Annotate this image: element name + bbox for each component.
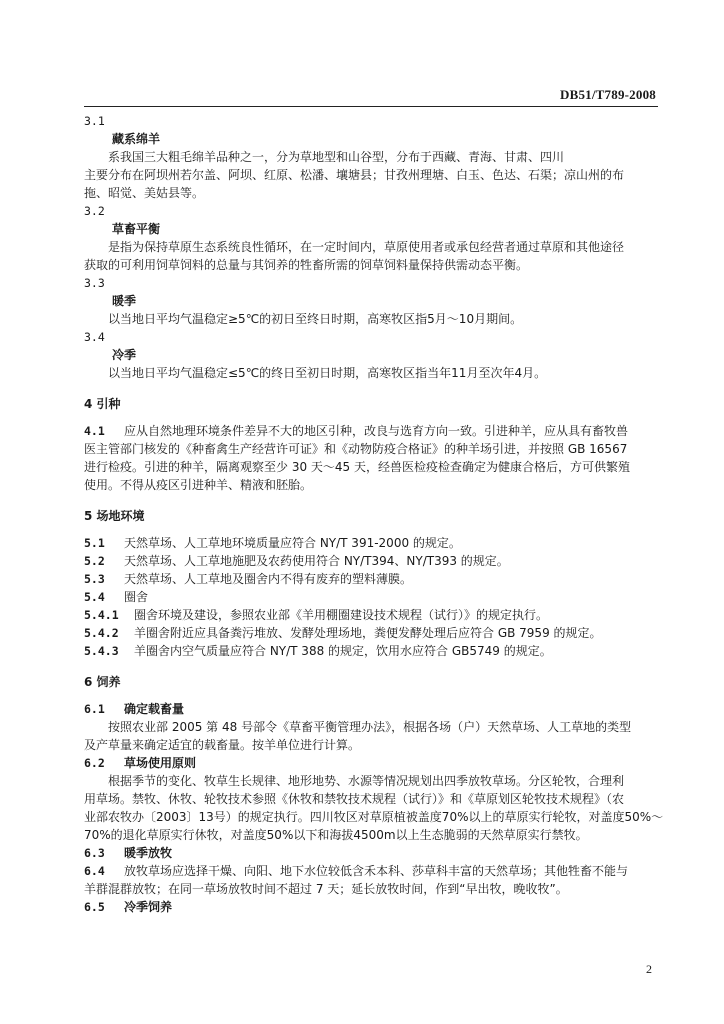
clause-title: 冷季饲养 xyxy=(124,900,173,914)
clause-number: 3.2 xyxy=(84,204,105,218)
paragraph-line: 用草场。禁牧、休牧、轮牧技术参照《休牧和禁牧技术规程（试行）》和《草原划区轮牧技术规程》（农 xyxy=(84,792,625,806)
clause-item xyxy=(84,570,658,588)
clause-text: 天然草场、人工草地环境质量应符合 NY/T 391-2000 的规定。 xyxy=(124,536,461,550)
section-heading: 5 场地环境 xyxy=(84,509,145,523)
paragraph-line: 使用。不得从疫区引进种羊、精液和胚胎。 xyxy=(84,478,313,492)
standard-code-header: DB51/T789-2008 xyxy=(560,87,656,102)
clause-number: 5.4.2 xyxy=(84,626,119,640)
clause-item xyxy=(84,534,658,552)
clause-text: 羊圈舍附近应具备粪污堆放、发酵处理场地，粪便发酵处理后应符合 GB 7959 的规定。 xyxy=(134,626,602,640)
term-title: 冷季 xyxy=(112,348,137,362)
clause-item xyxy=(84,606,658,624)
paragraph-line: 及产草量来确定适宜的载畜量。按羊单位进行计算。 xyxy=(84,738,361,752)
paragraph-line: 应从自然地理环境条件差异不大的地区引种，改良与选育方向一致。引进种羊，应从具有畜牧兽 xyxy=(124,424,629,438)
header-rule xyxy=(84,106,658,107)
paragraph-line: 放牧草场应选择干燥、向阳、地下水位较低含禾本科、莎草科丰富的天然草场；其他牲畜不能与 xyxy=(124,864,629,878)
clause-item xyxy=(84,844,658,862)
paragraph-line: 系我国三大粗毛绵羊品种之一，分为草地型和山谷型，分布于西藏、青海、甘肃、四川 xyxy=(108,150,565,164)
paragraph-line: 根据季节的变化、牧草生长规律、地形地势、水源等情况规划出四季放牧草场。分区轮牧，合理利 xyxy=(108,774,625,788)
paragraph-line: 业部农牧办〔2003〕13号）的规定执行。四川牧区对草原植被盖度70%以上的草原实行轮牧，对盖度50%～ xyxy=(84,810,664,824)
clause-number: 6.3 xyxy=(84,846,105,860)
page-number: 2 xyxy=(646,962,652,976)
term-title: 草畜平衡 xyxy=(112,222,161,236)
clause-text: 天然草场、人工草地施肥及农药使用符合 NY/T394、NY/T393 的规定。 xyxy=(124,554,509,568)
clause-number: 5.4 xyxy=(84,590,105,604)
paragraph-line: 是指为保持草原生态系统良性循环，在一定时间内，草原使用者或承包经营者通过草原和其他途径 xyxy=(108,240,625,254)
paragraph-line: 获取的可利用饲草饲料的总量与其饲养的牲畜所需的饲草饲料量保持供需动态平衡。 xyxy=(84,258,529,272)
clause-item xyxy=(84,862,658,880)
paragraph-line: 按照农业部 2005 第 48 号部令《草畜平衡管理办法》，根据各场（户）天然草场、人工草地的类型 xyxy=(108,720,632,734)
clause-number: 5.4.1 xyxy=(84,608,119,622)
clause-item xyxy=(84,552,658,570)
clause-number: 3.1 xyxy=(84,114,105,128)
term-title: 暖季 xyxy=(112,294,137,308)
document-body xyxy=(84,112,664,916)
paragraph-line: 主要分布在阿坝州若尔盖、阿坝、红原、松潘、壤塘县；甘孜州理塘、白玉、色达、石渠；凉山州的布 xyxy=(84,168,625,182)
clause-number: 5.2 xyxy=(84,554,105,568)
clause-item xyxy=(84,422,658,440)
clause-item xyxy=(84,588,658,606)
clause-item xyxy=(84,642,658,660)
clause-number: 6.1 xyxy=(84,702,105,716)
clause-item xyxy=(84,624,658,642)
clause-text: 圈舍环境及建设，参照农业部《羊用棚圈建设技术规程（试行）》的规定执行。 xyxy=(134,608,549,622)
clause-text: 羊圈舍内空气质量应符合 NY/T 388 的规定，饮用水应符合 GB5749 的规定。 xyxy=(134,644,552,658)
clause-number: 6.2 xyxy=(84,756,105,770)
paragraph-line: 羊群混群放牧；在同一草场放牧时间不超过 7 天；延长放牧时间，作到“早出牧，晚收牧”。 xyxy=(84,882,568,896)
paragraph-line: 医主管部门核发的《种畜禽生产经营许可证》和《动物防疫合格证》的种羊场引进，并按照 GB 16567 xyxy=(84,442,628,456)
clause-number: 3.4 xyxy=(84,330,105,344)
section-heading: 6 饲养 xyxy=(84,675,121,689)
paragraph-line: 以当地日平均气温稳定≥5℃的初日至终日时期，高寒牧区指5月～10月期间。 xyxy=(108,312,523,326)
clause-text: 圈舍 xyxy=(124,590,149,604)
clause-item xyxy=(84,754,658,772)
clause-item xyxy=(84,700,658,718)
paragraph-line: 以当地日平均气温稳定≤5℃的终日至初日时期，高寒牧区指当年11月至次年4月。 xyxy=(108,366,547,380)
clause-number: 3.3 xyxy=(84,276,105,290)
clause-number: 5.1 xyxy=(84,536,105,550)
clause-text: 天然草场、人工草地及圈舍内不得有废弃的塑料薄膜。 xyxy=(124,572,413,586)
section-heading: 4 引种 xyxy=(84,397,121,411)
clause-item xyxy=(84,898,658,916)
paragraph-line: 70%的退化草原实行休牧，对盖度50%以下和海拔4500m以上生态脆弱的天然草原实行禁牧。 xyxy=(84,828,588,842)
clause-number: 6.4 xyxy=(84,864,105,878)
paragraph-line: 进行检疫。引进的种羊，隔离观察至少 30 天～45 天，经兽医检疫检查确定为健康合格后，方可供繁殖 xyxy=(84,460,630,474)
clause-number: 5.3 xyxy=(84,572,105,586)
clause-title: 确定载畜量 xyxy=(124,702,185,716)
clause-number: 6.5 xyxy=(84,900,105,914)
clause-number: 4.1 xyxy=(84,424,105,438)
clause-number: 5.4.3 xyxy=(84,644,119,658)
clause-title: 草场使用原则 xyxy=(124,756,197,770)
paragraph-line: 拖、昭觉、美姑县等。 xyxy=(84,186,205,200)
clause-title: 暖季放牧 xyxy=(124,846,173,860)
term-title: 藏系绵羊 xyxy=(112,132,161,146)
